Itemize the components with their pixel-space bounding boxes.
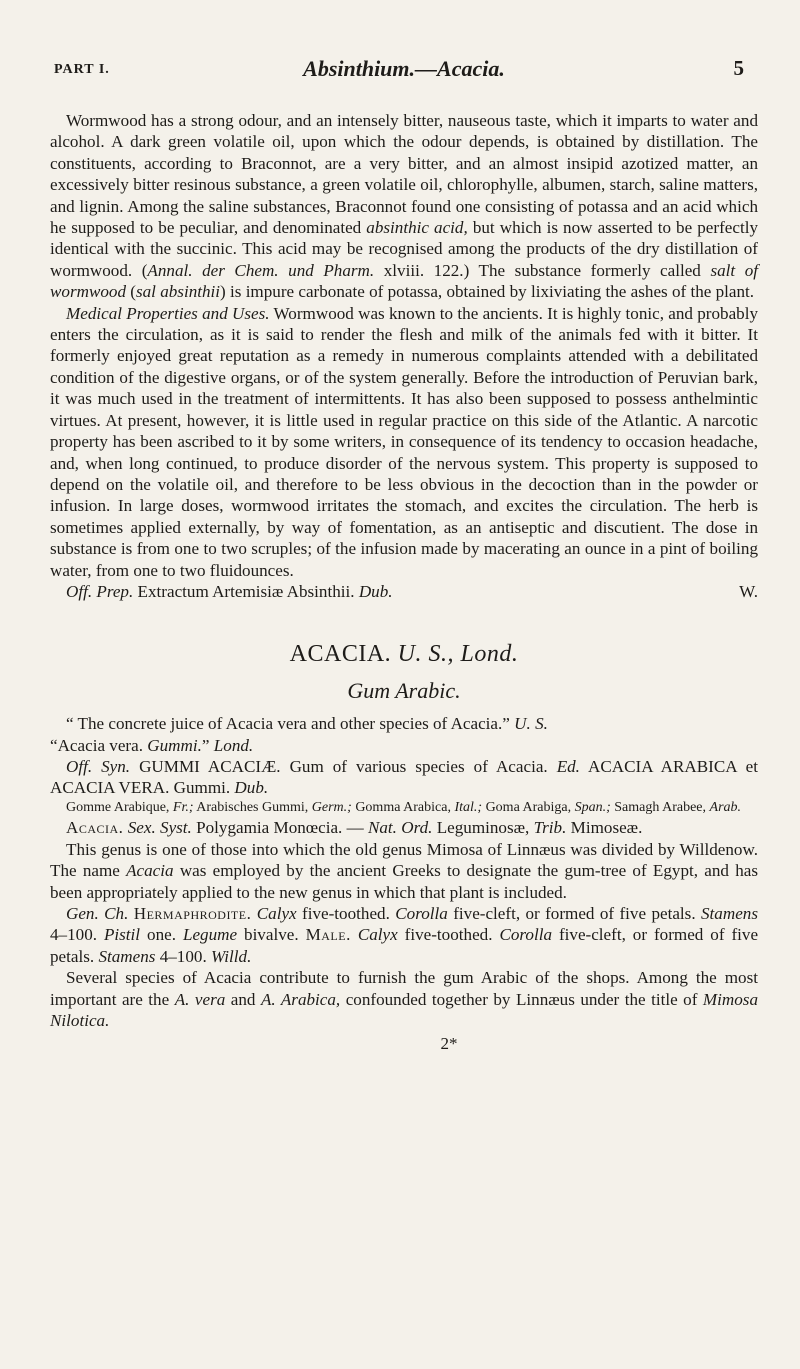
paragraph-species: Several species of Acacia contribute to furnish the gum Arabic of the shops. Among the most important are the A. vera and A. Arabica, confounded together by Linnæus under the title of Mimosa Nilotica. <box>50 968 759 1030</box>
section-heading: ACACIA. U. S., Lond. <box>289 641 519 668</box>
paragraph-definition-lond: “Acacia vera. Gummi.” Lond. <box>50 735 254 755</box>
paragraph-definition-us: “ The concrete juice of Acacia vera and other species of Acacia.” U. S. <box>66 714 548 734</box>
running-head <box>50 34 758 81</box>
section-subheading: Gum Arabic. <box>347 677 461 703</box>
signature-mark: 2* <box>440 1034 458 1054</box>
page-number: 5 <box>733 56 744 80</box>
paragraph-foreign-names: Gomme Arabique, Fr.; Arabisches Gummi, Germ.; Gomma Arabica, Ital.; Goma Arabiga, Span.; Samagh Arabee, Arab. <box>66 799 742 815</box>
paragraph-off-syn: Off. Syn. GUMMI ACACIÆ. Gum of various species of Acacia. Ed. ACACIA ARABICA et ACACIA VERA. Gummi. Dub. <box>50 756 758 798</box>
paragraph-genus-history: This genus is one of those into which the old genus Mimosa of Linnæus was divided by Willdenow. The name Acacia was employed by the ancient Greeks to designate the gum-tree of Egypt, and has been appropriately applied to the new genus in which that plant is included. <box>50 839 758 902</box>
section-lead: Medical Properties and Uses. <box>66 303 270 323</box>
part-label: PART I. <box>54 62 110 77</box>
author-signature: W. <box>739 581 758 601</box>
paragraph-classification: Acacia. Sex. Syst. Polygamia Monœcia. — Nat. Ord. Leguminosæ, Trib. Mimoseæ. <box>66 818 643 838</box>
paragraph-wormwood-properties: Wormwood has a strong odour, and an intensely bitter, nauseous taste, which it imparts to water and alcohol. A dark green volatile oil, upon which the odour depends, is obtained by distillation. The constituents, according to Braconnot, are a very bitter, and an almost insipid azotized matter, an excessively bitter resinous substance, a green volatile oil, chlorophylle, albumen, starch, saline matters, and lignin. Among the saline substances, Braconnot found one consisting of potassa and an acid which he supposed to be peculiar, and denominated absinthic acid, but which is now asserted to be perfectly identical with the succinic. This acid may be recognised among the products of the dry distillation of wormwood. (Annal. der Chem. und Pharm. xlviii. 122.) The substance formerly called salt of wormwood (sal absinthii) is impure carbonate of potassa, obtained by lixiviating the ashes of the plant. <box>50 111 758 302</box>
paragraph-off-prep: Off. Prep. Extractum Artemisiæ Absinthii. Dub. W. <box>66 581 758 601</box>
paragraph-generic-characters: Gen. Ch. Hermaphrodite. Calyx five-toothed. Corolla five-cleft, or formed of five petals. Stamens 4–100. Pistil one. Legume bivalve. Male. Calyx five-toothed. Corolla five-cleft, or formed of five petals. Stamens 4–100. Willd. <box>50 903 759 966</box>
page-title: Absinthium.—Acacia. <box>303 56 505 81</box>
body-text <box>50 110 758 1055</box>
paragraph-medical-uses: Medical Properties and Uses. Wormwood was known to the ancients. It is highly tonic, and probably enters the circulation, as it is said to render the flesh and milk of the animals fed with it bitter. It formerly enjoyed great reputation as a remedy in numerous complaints attended with a debilitated condition of the digestive organs, or of the system generally. Before the introduction of Peruvian bark, it was much used in the treatment of intermittents. It has also been supposed to possess anthelmintic virtues. At present, however, it is little used in regular practice on this side of the Atlantic. A narcotic property has been ascribed to it by some writers, in consequence of its tendency to occasion headache, and, when long continued, to produce disorder of the nervous system. This property is supposed to depend on the volatile oil, and therefore to be less obvious in the decoction than in the powder or infusion. In large doses, wormwood irritates the stomach, and excites the circulation. The herb is sometimes applied externally, by way of fomentation, as an antiseptic and discutient. The dose in substance is from one to two scruples; of the infusion made by macerating an ounce in a pint of boiling water, from one to two fluidounces. <box>50 303 758 580</box>
